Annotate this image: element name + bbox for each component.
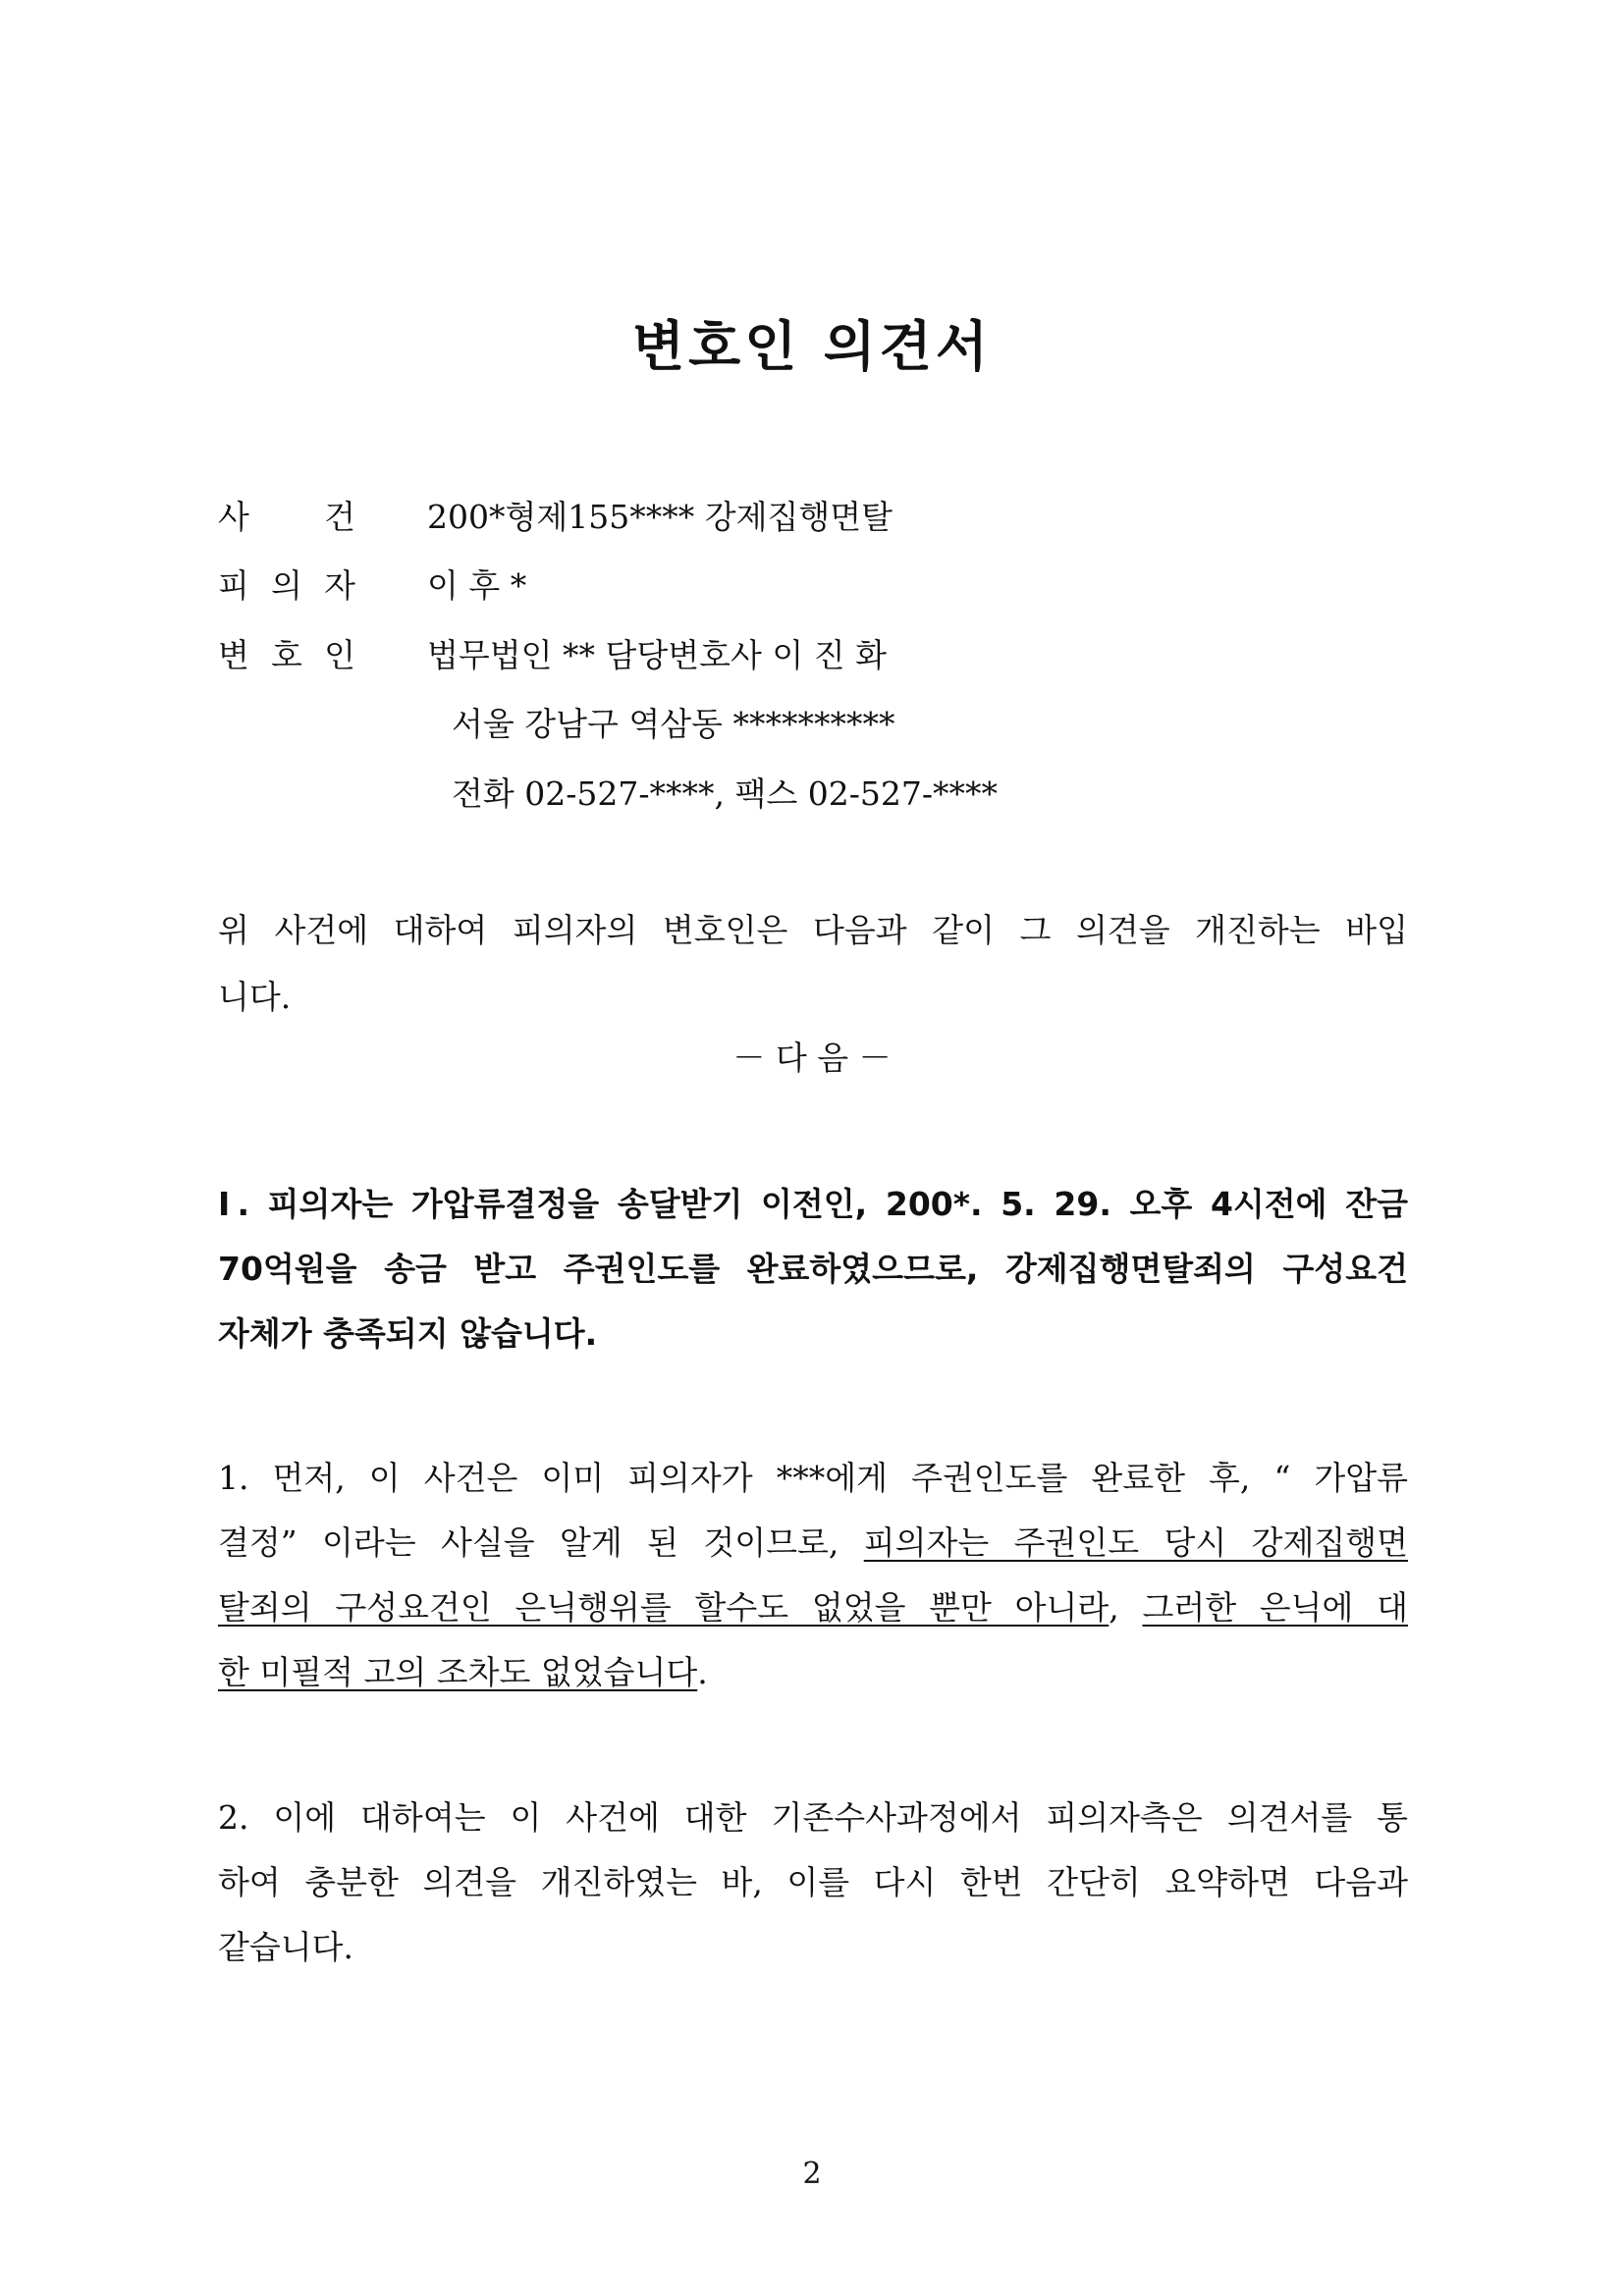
underlined-text: 탈죄의 구성요건인 은닉행위를 할수도 없었을 뿐만 아니라 [218,1588,1110,1627]
suspect-label: 피 의 자 [218,566,355,605]
underlined-text: 그러한 은닉에 대 [1142,1588,1408,1627]
section-line: Ⅰ. 피의자는 가압류결정을 송달받기 이전인, 200*. 5. 29. 오후 4시전에 잔금 [218,1185,1408,1223]
lawyer-value: 법무법인 ** 담당변호사 이 진 화 [427,636,887,674]
section-line: 자체가 충족되지 않습니다. [218,1314,598,1353]
intro-line: 위 사건에 대하여 피의자의 변호인은 다음과 같이 그 의견을 개진하는 바입 [218,911,1408,949]
case-label: 사 건 [218,498,355,536]
case-value: 200*형제155**** 강제집행면탈 [427,498,893,536]
paragraph-2 [218,1786,1408,1980]
document-title: 변호인 의견서 [632,315,992,378]
paragraph-line: 탈죄의 구성요건인 은닉행위를 할수도 없었을 뿐만 아니라, 그러한 은닉에 대 [218,1588,1408,1627]
lawyer-label: 변 호 인 [218,636,355,674]
suspect-value: 이 후 * [427,566,527,605]
page-number: 2 [802,2157,822,2191]
paragraph-line: 같습니다. [218,1928,354,1966]
intro-paragraph [218,897,1408,1031]
paragraph-line: 결정” 이라는 사실을 알게 된 것이므로, 피의자는 주권인도 당시 강제집행면 [218,1523,1409,1562]
paragraph-line: 2. 이에 대하여는 이 사건에 대한 기존수사과정에서 피의자측은 의견서를 통 [218,1798,1408,1837]
paragraph-line: 하여 충분한 의견을 개진하였는 바, 이를 다시 한번 간단히 요약하면 다음과 [218,1863,1408,1901]
section-i [218,1172,1408,1366]
underlined-text: 한 미필적 고의 조차도 없었습니다 [218,1653,698,1691]
paragraph-1 [218,1446,1408,1705]
lawyer-contact: 전화 02-527-****, 팩스 02-527-**** [452,774,999,813]
paragraph-line: 한 미필적 고의 조차도 없었습니다. [218,1653,708,1691]
separator-heading: － 다 음 － [732,1039,892,1077]
section-line: 70억원을 송금 받고 주권인도를 완료하였으므로, 강제집행면탈죄의 구성요건 [218,1250,1408,1288]
paragraph-line: 1. 먼저, 이 사건은 이미 피의자가 ***에게 주권인도를 완료한 후, “ 가압류 [218,1459,1408,1497]
underlined-text: 피의자는 주권인도 당시 강제집행면 [863,1523,1409,1562]
intro-line: 니다. [218,978,292,1016]
lawyer-address: 서울 강남구 역삼동 ********** [452,705,895,743]
